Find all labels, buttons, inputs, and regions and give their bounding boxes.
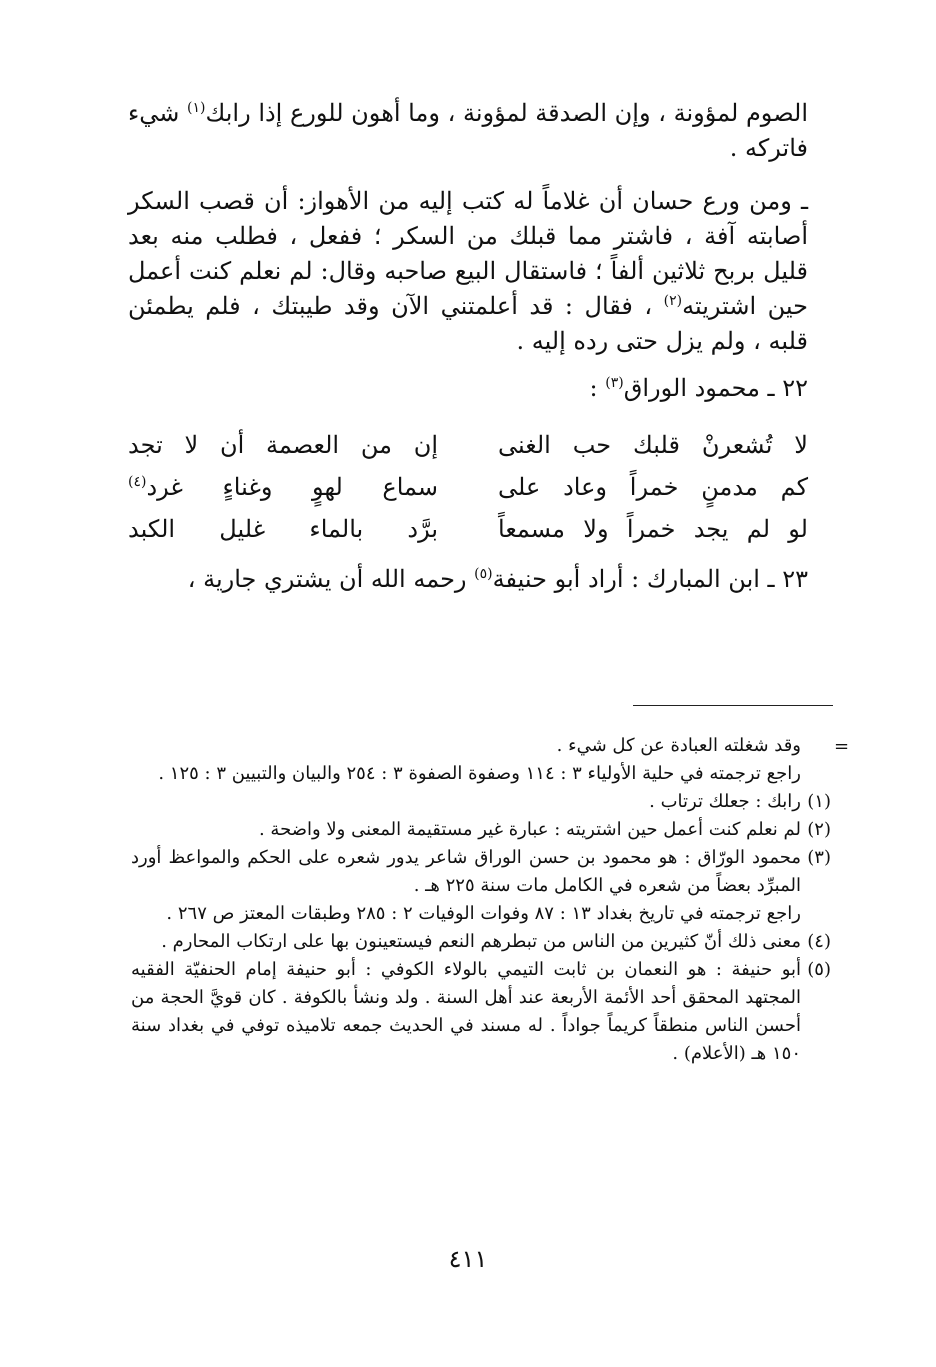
footnote-4 [131,928,831,956]
footnote-3 [131,844,831,928]
verse-first-hemistich: لو لم يجد خمراً ولا مسمعاً [498,515,808,543]
footnote-text: راجع ترجمته في تاريخ بغداد ١٣ : ٨٧ وفوات الوفيات ٢ : ٢٨٥ وطبقات المعتز ص ٢٦٧ . [166,903,801,924]
footnote-text: رابك : جعلك ترتاب . [649,791,801,812]
paragraph-1 [128,96,808,166]
main-text [128,96,808,597]
verse-second-hemistich: سماع لهوٍ وغناءٍ غرد$^{(٤)}$ [128,473,438,501]
verse-line [128,466,808,508]
footnote-ref-4: (٤) [128,474,147,490]
footnote-continuation-line-2: راجع ترجمته في حلية الأولياء ٣ : ١١٤ وصفوة الصفوة ٣ : ٢٥٤ والبيان والتبيين ٣ : ١٢٥ . [158,763,801,784]
verse-line [128,508,808,550]
paragraph-1-text: الصوم لمؤونة ، وإن الصدقة لمؤونة ، وما أهون للورع إذا رابك [205,99,808,127]
footnote-ref-2: (٢) [663,293,683,309]
verse-second-hemistich: إن من العصمة أن لا تجد [128,431,438,459]
verse-second-hemistich: برَّد بالماء غليل الكبد [128,515,438,543]
continuation-mark: = [834,736,850,757]
footnote-number: (٣) [807,847,831,868]
poem-verses [128,424,808,550]
verse-line [128,424,808,466]
footnote-5 [131,956,831,1068]
footnote-separator [633,705,833,706]
footnote-1 [131,788,831,816]
verse-first-hemistich: كم مدمنٍ خمراً وعاد على [498,473,808,501]
footnotes [131,732,831,1068]
entry-22-tail: : [589,374,606,402]
footnote-text: لم نعلم كنت أعمل حين اشتريته : عبارة غير مستقيمة المعنى ولا واضحة . [258,819,801,840]
paragraph-2-text: ـ ومن ورع حسان أن غلاماً له كتب إليه من الأهواز: أن قصب السكر أصابته آفة ، فاشتر مما قبلك من السكر ؛ ففعل ، فطلب منه بعد قليل بربح ثلاثين ألفاً ؛ فاستقال البيع صاحبه وقال: لم نعلم كنت أعمل حين اشتريته [128,187,808,320]
footnote-text: أبو حنيفة : هو النعمان بن ثابت التيمي بالولاء الكوفي : أبو حنيفة إمام الحنفيّة الفقيه المجتهد المحقق أحد الأئمة الأربعة عند أهل السنة . ولد ونشأ بالكوفة . كان قويَّ الحجة من أحسن الناس منطقاً كريماً جواداً . له مسند في الحديث جمعه تلاميذه توفي في بغداد سنة ١٥٠ هـ (الأعلام) . [131,959,801,1064]
paragraph-2-tail: ، فقال : قد أعلمتني الآن وقد طيبتك ، فلم يطمئن قلبه ، ولم يزل حتى رده إليه . [128,292,808,355]
footnote-ref-1: (١) [187,100,206,116]
footnote-continuation-line-1: وقد شغلته العبادة عن كل شيء . [556,735,801,756]
footnote-continuation [131,732,831,788]
footnote-2 [131,816,831,844]
footnote-number: (٢) [807,819,831,840]
entry-23-text: ٢٣ ـ ابن المبارك : أراد أبو حنيفة [492,565,808,593]
entry-22-text: ٢٢ ـ محمود الوراق [623,374,808,402]
entry-23-tail: رحمه الله أن يشتري جارية ، [187,565,475,593]
footnote-text: معنى ذلك أنّ كثيرين من الناس من تبطرهم النعم فيستعينون بها على ارتكاب المحارم . [161,931,801,952]
page-number: ٤١١ [448,1245,488,1273]
footnote-number: (١) [807,791,831,812]
footnote-text: محمود الورّاق : هو محمود بن حسن الوراق شاعر يدور شعره على الحكم والمواعظ أورد المبرِّد بعضاً من شعره في الكامل مات سنة ٢٢٥ هـ . [131,847,801,896]
footnote-number: (٤) [807,931,831,952]
verse-first-hemistich: لا تُشعرنْ قلبك حب الغنى [498,431,808,459]
entry-23-heading [128,562,808,597]
footnote-ref-3: (٣) [605,375,624,391]
entry-22-heading [128,371,808,406]
paragraph-2 [128,184,808,359]
footnote-ref-5: (٥) [474,566,493,582]
footnote-number: (٥) [807,959,831,980]
paragraph-1-tail: شيء فاتركه . [128,99,808,162]
